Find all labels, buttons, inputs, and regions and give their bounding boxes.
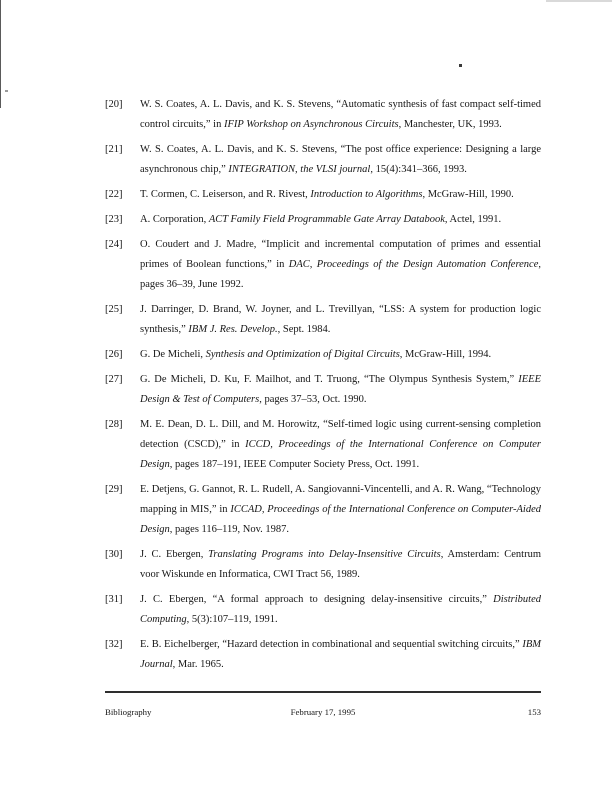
reference-text: G. De Micheli, Synthesis and Optimization of Digital Circuits, McGraw-Hill, 1994.: [140, 349, 492, 360]
reference-text: G. De Micheli, D. Ku, F. Mailhot, and T. Truong, “The Olympus Synthesis System,” IEEE Design & Test of Computers, pages 37–53, Oct. 1990.: [140, 374, 541, 405]
reference-text: O. Coudert and J. Madre, “Implicit and incremental computation of primes and essential primes of Boolean functions,” in DAC, Proceedings of the Design Automation Conference, pages 36–39, June 1992.: [140, 239, 541, 290]
reference-list: [105, 95, 541, 680]
reference-item: [105, 235, 541, 295]
reference-number: [28]: [105, 419, 123, 430]
reference-number: [31]: [105, 594, 123, 605]
reference-number: [25]: [105, 304, 123, 315]
reference-text: E. Detjens, G. Gannot, R. L. Rudell, A. Sangiovanni-Vincentelli, and A. R. Wang, “Technology mapping in MIS,” in ICCAD, Proceedings of the International Conference on Computer-Aided Design, pages 116–119, Nov. 1987.: [140, 484, 541, 535]
reference-number: [29]: [105, 484, 123, 495]
reference-text: W. S. Coates, A. L. Davis, and K. S. Stevens, “Automatic synthesis of fast compact self-timed control circuits,” in IFIP Workshop on Asynchronous Circuits, Manchester, UK, 1993.: [140, 99, 541, 130]
page-footer: [105, 706, 541, 720]
reference-item: [105, 210, 541, 230]
reference-item: [105, 545, 541, 585]
scan-dot-artifact: [459, 64, 462, 67]
reference-item: [105, 300, 541, 340]
scan-speck-artifact: [5, 90, 8, 92]
footer-page-number: 153: [527, 707, 541, 717]
reference-item: [105, 590, 541, 630]
reference-text: J. C. Ebergen, Translating Programs into Delay-Insensitive Circuits, Amsterdam: Centrum voor Wiskunde en Informatica, CWI Tract 56, 1989.: [140, 549, 541, 580]
reference-item: [105, 95, 541, 135]
reference-number: [20]: [105, 99, 123, 110]
reference-number: [22]: [105, 189, 123, 200]
reference-item: [105, 345, 541, 365]
reference-number: [23]: [105, 214, 123, 225]
reference-text: J. C. Ebergen, “A formal approach to designing delay-insensitive circuits,” Distributed Computing, 5(3):107–119, 1991.: [140, 594, 541, 625]
reference-text: W. S. Coates, A. L. Davis, and K. S. Stevens, “The post office experience: Designing a large asynchronous chip,” INTEGRATION, the VLSI journal, 15(4):341–366, 1993.: [140, 144, 541, 175]
reference-item: [105, 480, 541, 540]
reference-item: [105, 140, 541, 180]
reference-item: [105, 370, 541, 410]
footer-date: February 17, 1995: [290, 707, 356, 717]
reference-text: E. B. Eichelberger, “Hazard detection in combinational and sequential switching circuits,” IBM Journal, Mar. 1965.: [140, 639, 541, 670]
reference-number: [24]: [105, 239, 123, 250]
reference-text: J. Darringer, D. Brand, W. Joyner, and L. Trevillyan, “LSS: A system for production logic synthesis,” IBM J. Res. Develop., Sept. 1984.: [140, 304, 541, 335]
reference-text: T. Cormen, C. Leiserson, and R. Rivest, Introduction to Algorithms, McGraw-Hill, 1990.: [140, 189, 514, 200]
footer-section-label: Bibliography: [105, 707, 152, 717]
reference-text: A. Corporation, ACT Family Field Programmable Gate Array Databook, Actel, 1991.: [140, 214, 502, 225]
scan-edge-artifact: [0, 0, 1, 108]
scan-smudge-artifact: [546, 0, 612, 2]
reference-number: [30]: [105, 549, 123, 560]
reference-number: [26]: [105, 349, 123, 360]
reference-item: [105, 635, 541, 675]
reference-number: [27]: [105, 374, 123, 385]
reference-item: [105, 415, 541, 475]
reference-number: [21]: [105, 144, 123, 155]
reference-number: [32]: [105, 639, 123, 650]
footer-rule: [105, 691, 541, 693]
reference-text: M. E. Dean, D. L. Dill, and M. Horowitz, “Self-timed logic using current-sensing completion detection (CSCD),” in ICCD, Proceedings of the International Conference on Computer Design, pages 187–191, IEEE Computer Society Press, Oct. 1991.: [140, 419, 541, 470]
reference-item: [105, 185, 541, 205]
